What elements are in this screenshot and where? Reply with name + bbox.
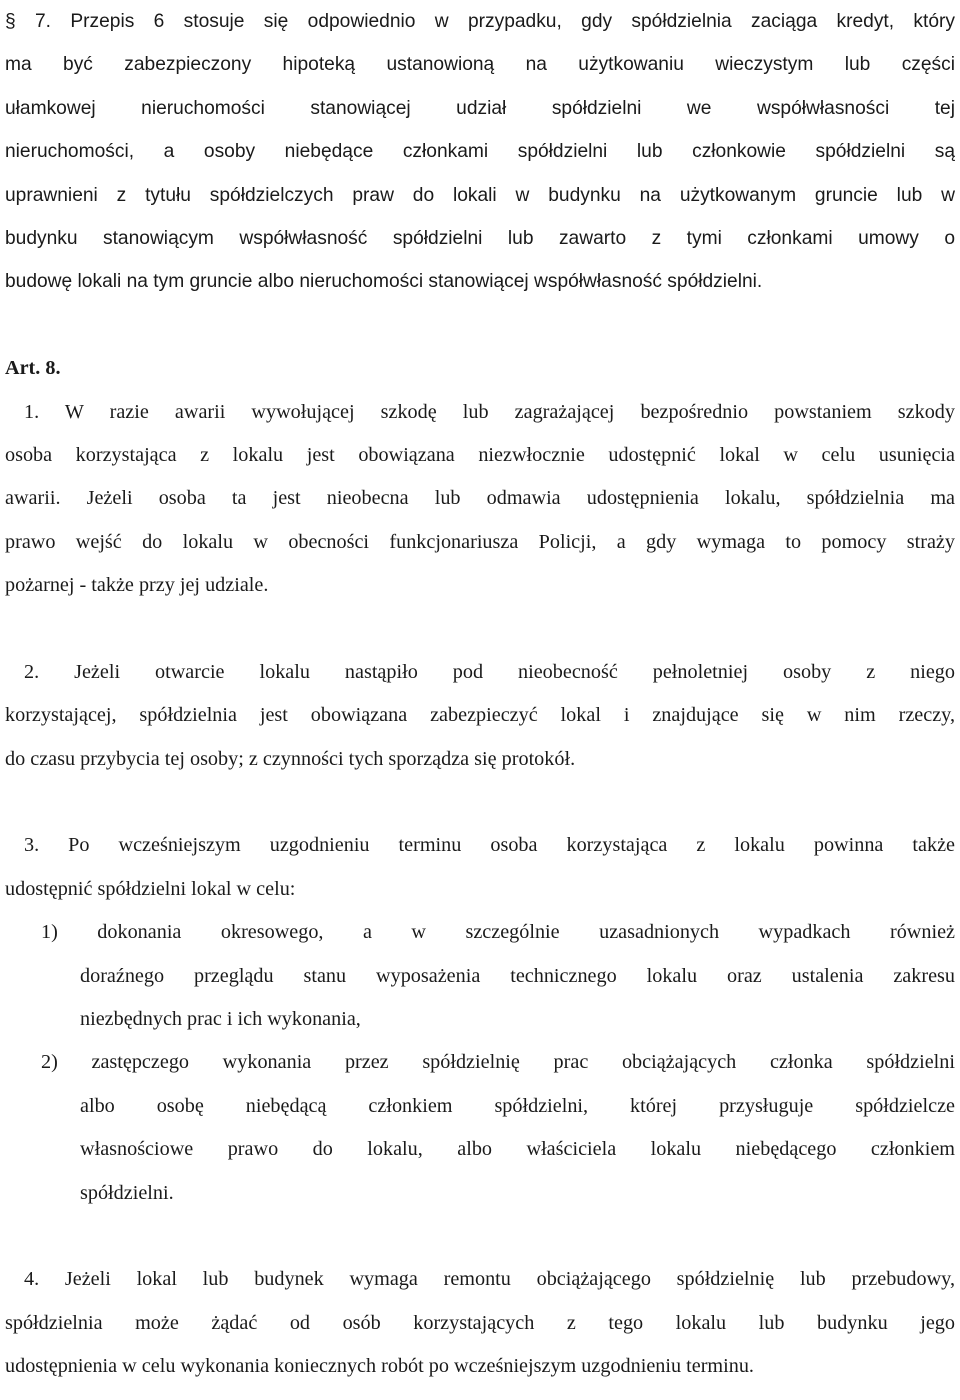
text-line: budowę lokali na tym gruncie albo nieruchomości stanowiącej współwłasność spółdzielni.	[5, 271, 763, 293]
text-line: ma być zabezpieczony hipoteką ustanowioną na użytkowaniu wieczystym lub części	[5, 54, 955, 76]
paragraph-gap	[5, 304, 955, 347]
text-line: 1) dokonania okresowego, a w szczególnie uzasadnionych wypadkach również	[41, 921, 955, 944]
paragraph-gap	[5, 781, 955, 824]
text-line: udostępnienia w celu wykonania koniecznych robót po wcześniejszym uzgodnieniu terminu.	[5, 1355, 754, 1378]
text-line: spółdzielni.	[80, 1181, 174, 1204]
text-line: 2) zastępczego wykonania przez spółdzielnię prac obciążających członka spółdzielni	[41, 1051, 955, 1074]
text-line: 1. W razie awarii wywołującej szkodę lub zagrażającej bezpośrednio powstaniem szkody	[24, 400, 955, 423]
paragraph-gap	[5, 607, 955, 650]
text-line: niezbędnych prac i ich wykonania,	[80, 1007, 361, 1030]
text-line: doraźnego przeglądu stanu wyposażenia technicznego lokalu oraz ustalenia zakresu	[80, 964, 955, 987]
document-page	[5, 0, 955, 1389]
text-line: 2. Jeżeli otwarcie lokalu nastąpiło pod nieobecność pełnoletniej osoby z niego	[24, 660, 955, 683]
text-line: awarii. Jeżeli osoba ta jest nieobecna lub odmawia udostępnienia lokalu, spółdzielnia ma	[5, 487, 955, 510]
text-line: § 7. Przepis 6 stosuje się odpowiednio w przypadku, gdy spółdzielnia zaciąga kredyt, który	[5, 11, 955, 32]
text-line: nieruchomości, a osoby niebędące członkami spółdzielni lub członkowie spółdzielni są	[5, 141, 955, 163]
text-line: uprawnieni z tytułu spółdzielczych praw do lokali w budynku na użytkowanym gruncie lub w	[5, 184, 955, 206]
text-line: udostępnić spółdzielni lokal w celu:	[5, 877, 296, 900]
text-line: ułamkowej nieruchomości stanowiącej udział spółdzielni we współwłasności tej	[5, 97, 955, 119]
text-line: 4. Jeżeli lokal lub budynek wymaga remontu obciążającego spółdzielnię lub przebudowy,	[24, 1268, 955, 1291]
text-line: spółdzielnia może żądać od osób korzystających z tego lokalu lub budynku jego	[5, 1311, 955, 1334]
text-line: korzystającej, spółdzielnia jest obowiązana zabezpieczyć lokal i znajdujące się w nim rzeczy,	[5, 704, 955, 727]
text-line: do czasu przybycia tej osoby; z czynności tych sporządza się protokół.	[5, 747, 576, 770]
text-line: prawo wejść do lokalu w obecności funkcjonariusza Policji, a gdy wymaga to pomocy straży	[5, 530, 955, 553]
text-line: własnościowe prawo do lokalu, albo właściciela lokalu niebędącego członkiem	[80, 1138, 955, 1161]
article-heading: Art. 8.	[5, 357, 61, 380]
text-line: albo osobę niebędącą członkiem spółdzielni, której przysługuje spółdzielcze	[80, 1094, 955, 1117]
text-line: budynku stanowiącym współwłasność spółdzielni lub zawarto z tymi członkami umowy o	[5, 227, 955, 249]
text-line: osoba korzystająca z lokalu jest obowiązana niezwłocznie udostępnić lokal w celu usunięcia	[5, 443, 955, 466]
text-line: 3. Po wcześniejszym uzgodnieniu terminu osoba korzystająca z lokalu powinna także	[24, 834, 955, 857]
paragraph-gap	[5, 1215, 955, 1258]
text-line: pożarnej - także przy jej udziale.	[5, 574, 269, 597]
